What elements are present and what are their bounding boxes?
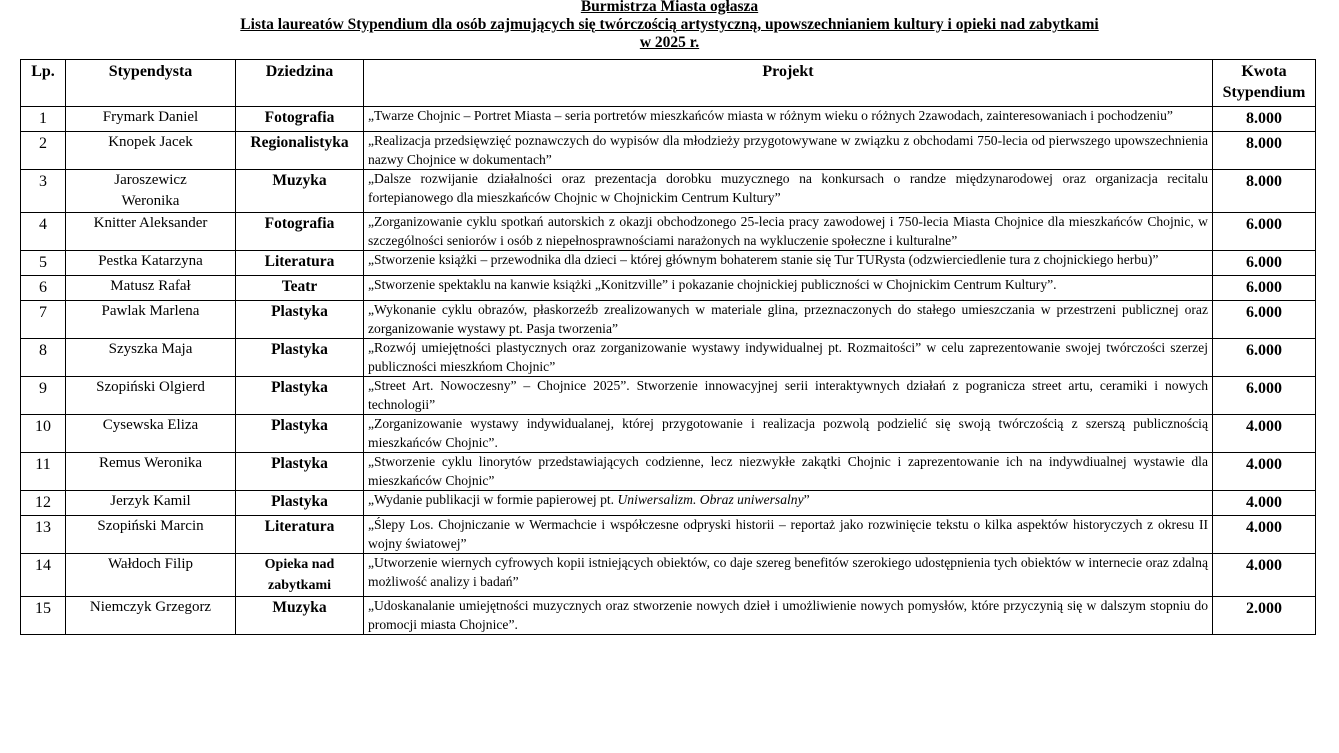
row-name: Szopiński Marcin [66, 516, 236, 554]
row-name: Knitter Aleksander [66, 213, 236, 251]
row-field [236, 554, 364, 597]
row-project: „Zorganizowanie wystawy indywidualanej, której przygotowanie i realizacja pozwolą podzielić się swoją twórczością z szerszą publicznością mieszkańców Chojnic”. [364, 415, 1213, 453]
row-name-line-2: Weronika [121, 193, 180, 209]
row-project: „Stworzenie cyklu linorytów przedstawiających codzienne, lecz niezwykłe zakątki Chojnic i zaprezentowanie ich na indywdiualnej wystawie dla mieszkańców Chojnic” [364, 453, 1213, 491]
row-name: Niemczyk Grzegorz [66, 597, 236, 635]
row-project: „Realizacja przedsięwzięć poznawczych do wypisów dla młodzieży przygotowywane w związku z obchodami 750-lecia od pierwszego upowszechnienia nazwy Chojnice w dokumentach” [364, 132, 1213, 170]
row-name: Frymark Daniel [66, 107, 236, 132]
row-name: Cysewska Eliza [66, 415, 236, 453]
table-row [21, 516, 1316, 554]
row-field: Plastyka [236, 491, 364, 516]
table-row [21, 107, 1316, 132]
row-amount: 6.000 [1213, 251, 1316, 276]
column-header-lp: Lp. [21, 60, 66, 107]
row-project-suffix: ” [803, 492, 810, 507]
row-amount: 6.000 [1213, 339, 1316, 377]
row-project [364, 491, 1213, 516]
row-field: Muzyka [236, 170, 364, 213]
header-line-1: Burmistrza Miasta ogłasza [580, 0, 759, 15]
row-lp: 14 [21, 554, 66, 597]
row-name: Remus Weronika [66, 453, 236, 491]
row-field: Muzyka [236, 597, 364, 635]
row-amount: 6.000 [1213, 301, 1316, 339]
document-header [0, 0, 1339, 52]
table-row [21, 453, 1316, 491]
row-project: „Rozwój umiejętności plastycznych oraz zorganizowanie wystawy indywidualnej pt. Rozmaitości” w celu zaprezentowanie swojej twórczości szerzej publiczności mieszkńom Chojnic” [364, 339, 1213, 377]
table-row [21, 415, 1316, 453]
row-lp: 13 [21, 516, 66, 554]
row-project: „Wykonanie cyklu obrazów, płaskorzeźb zrealizowanych w materiale glina, przeznaczonych do stałego umieszczania w przestrzeni publicznej oraz zorganizowanie wystawy pt. Pasja tworzenia” [364, 301, 1213, 339]
row-field: Fotografia [236, 107, 364, 132]
row-project: „Utworzenie wiernych cyfrowych kopii istniejących obiektów, co daje szereg benefitów szerokiego udostępnienia tych obiektów w internecie oraz zdalną możliwość analizy i badań” [364, 554, 1213, 597]
row-field: Literatura [236, 516, 364, 554]
row-field: Fotografia [236, 213, 364, 251]
row-field: Plastyka [236, 453, 364, 491]
row-field: Plastyka [236, 415, 364, 453]
row-project: „Ślepy Los. Chojniczanie w Wermachcie i współczesne odpryski historii – reportaż jako rozwinięcie tekstu o kilka aspektów historyczych z okresu II wojny światowej” [364, 516, 1213, 554]
row-amount: 4.000 [1213, 415, 1316, 453]
row-amount: 8.000 [1213, 170, 1316, 213]
row-lp: 3 [21, 170, 66, 213]
row-lp: 6 [21, 276, 66, 301]
table-header-row [21, 60, 1316, 107]
row-name: Knopek Jacek [66, 132, 236, 170]
column-header-kwota-line-1: Kwota [1241, 63, 1287, 80]
row-field: Literatura [236, 251, 364, 276]
row-lp: 2 [21, 132, 66, 170]
row-name: Jerzyk Kamil [66, 491, 236, 516]
column-header-kwota-line-2: Stypendium [1222, 84, 1306, 101]
row-amount: 8.000 [1213, 107, 1316, 132]
table-row [21, 491, 1316, 516]
header-line-3: w 2025 r. [639, 34, 700, 51]
row-field: Regionalistyka [236, 132, 364, 170]
row-lp: 10 [21, 415, 66, 453]
table-row [21, 339, 1316, 377]
row-project-italic-title: Uniwersalizm. Obraz uniwersalny [617, 492, 804, 507]
table-row [21, 170, 1316, 213]
row-field-line-2: zabytkami [268, 578, 331, 593]
row-name-line-1: Jaroszewicz [114, 172, 187, 188]
row-field: Plastyka [236, 377, 364, 415]
table-row [21, 301, 1316, 339]
row-name [66, 170, 236, 213]
row-project: „Street Art. Nowoczesny” – Chojnice 2025”. Stworzenie innowacyjnej serii interaktywnych działań z pogranicza street artu, ceramiki i nowych technologii” [364, 377, 1213, 415]
row-lp: 7 [21, 301, 66, 339]
row-lp: 8 [21, 339, 66, 377]
row-name: Szyszka Maja [66, 339, 236, 377]
row-amount: 6.000 [1213, 213, 1316, 251]
table-row [21, 554, 1316, 597]
row-lp: 9 [21, 377, 66, 415]
row-amount: 4.000 [1213, 491, 1316, 516]
row-name: Pawlak Marlena [66, 301, 236, 339]
row-lp: 15 [21, 597, 66, 635]
row-name: Pestka Katarzyna [66, 251, 236, 276]
row-name: Szopiński Olgierd [66, 377, 236, 415]
header-line-2: Lista laureatów Stypendium dla osób zajmujących się twórczością artystyczną, upowszechnianiem kultury i opieki nad zabytkami [240, 16, 1099, 33]
row-project-prefix: „Wydanie publikacji w formie papierowej pt. [368, 492, 618, 507]
row-project: „Zorganizowanie cyklu spotkań autorskich z okazji obchodzonego 25-lecia pracy zawodowej i 750-lecia Miasta Chojnice dla mieszkańców Chojnic, w szczególności seniorów i osób z niepełnosprawnościami narażonych na wykluczenie społeczne i kulturalne” [364, 213, 1213, 251]
table-row [21, 251, 1316, 276]
row-amount: 4.000 [1213, 516, 1316, 554]
column-header-projekt: Projekt [364, 60, 1213, 107]
laureates-table [20, 59, 1316, 635]
row-amount: 4.000 [1213, 554, 1316, 597]
column-header-stypendysta: Stypendysta [66, 60, 236, 107]
row-lp: 5 [21, 251, 66, 276]
row-amount: 8.000 [1213, 132, 1316, 170]
row-amount: 4.000 [1213, 453, 1316, 491]
row-lp: 12 [21, 491, 66, 516]
table-row [21, 213, 1316, 251]
table-row [21, 276, 1316, 301]
row-project: „Twarze Chojnic – Portret Miasta – seria portretów mieszkańców miasta w różnym wieku o różnych 2zawodach, zainteresowaniach i pochodzeniu” [364, 107, 1213, 132]
column-header-dziedzina: Dziedzina [236, 60, 364, 107]
row-field: Plastyka [236, 339, 364, 377]
row-field: Plastyka [236, 301, 364, 339]
row-amount: 6.000 [1213, 377, 1316, 415]
row-project: „Udoskanalanie umiejętności muzycznych oraz stworzenie nowych dzieł i umożliwienie nowych pomysłów, które przyczynią się w dalszym stopniu do promocji miasta Chojnice”. [364, 597, 1213, 635]
row-name: Matusz Rafał [66, 276, 236, 301]
row-field-line-1: Opieka nad [264, 557, 335, 572]
row-project: „Dalsze rozwijanie działalności oraz prezentacja dorobku muzycznego na konkursach o randze międzynarodowej oraz organizacja recitalu fortepianowego dla mieszkańców Chojnic w Chojnickim Centrum Kultury” [364, 170, 1213, 213]
row-amount: 6.000 [1213, 276, 1316, 301]
row-field: Teatr [236, 276, 364, 301]
row-lp: 11 [21, 453, 66, 491]
table-row [21, 132, 1316, 170]
row-project: „Stworzenie spektaklu na kanwie książki „Konitzville” i pokazanie chojnickiej publiczności w Chojnickim Centrum Kultury”. [364, 276, 1213, 301]
row-lp: 4 [21, 213, 66, 251]
row-lp: 1 [21, 107, 66, 132]
column-header-kwota [1213, 60, 1316, 107]
table-row [21, 377, 1316, 415]
table-row [21, 597, 1316, 635]
row-project: „Stworzenie książki – przewodnika dla dzieci – której głównym bohaterem stanie się Tur TURysta (odzwierciedlenie tura z chojnickiego herbu)” [364, 251, 1213, 276]
row-name: Wałdoch Filip [66, 554, 236, 597]
row-amount: 2.000 [1213, 597, 1316, 635]
